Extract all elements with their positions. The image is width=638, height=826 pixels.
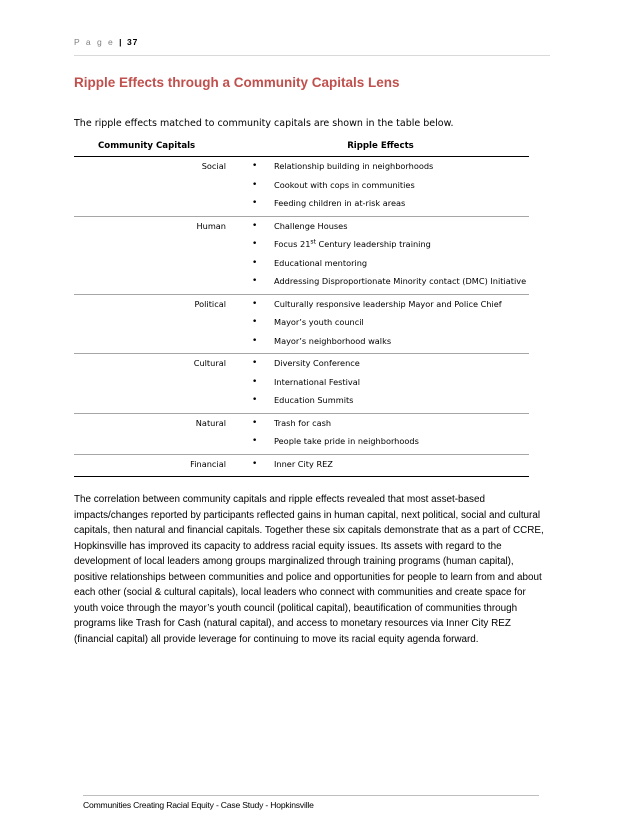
capital-cell: Social: [74, 157, 232, 217]
list-item: • People take pride in neighborhoods: [232, 432, 529, 451]
header-ripple-effects: Ripple Effects: [232, 136, 529, 157]
effects-list: [232, 354, 529, 410]
intro-text: The ripple effects matched to community capitals are shown in the table below.: [74, 118, 454, 129]
effects-cell: [232, 354, 529, 414]
list-item: • Educational mentoring: [232, 254, 529, 273]
list-item: • International Festival: [232, 373, 529, 392]
list-item: • Feeding children in at-risk areas: [232, 194, 529, 213]
page-label: P a g e: [74, 37, 115, 47]
list-item: • Trash for cash: [232, 414, 529, 433]
list-item: • Focus 21st Century leadership training: [232, 235, 529, 254]
effects-cell: [232, 413, 529, 454]
page-header: [74, 37, 550, 56]
list-item: • Cookout with cops in communities: [232, 176, 529, 195]
effects-list: [232, 455, 529, 474]
list-item: • Relationship building in neighborhoods: [232, 157, 529, 176]
table-header-row: [74, 136, 529, 157]
effects-cell: [232, 454, 529, 477]
body-paragraph: The correlation between community capitals and ripple effects revealed that most asset-based impacts/changes reported by participants reflected gains in human capital, next political, social and cultural capitals, then natural and financial capitals. Together these six capitals demonstrate that as a part of CCRE, Hopkinsville has improved its capacity to address racial equity issues. Its assets with regard to the development of local leaders among groups marginalized through training programs (human capital), positive relationships between communities and police and opportunities for people to learn from and about each other (social & cultural capitals), local leaders who connect with communities and create space for youth voice through the mayor’s youth council (political capital), beautification of communities through programs like Trash for Cash (natural capital), and access to monetary resources via Inner City REZ (financial capital) all provide leverage for continuing to move its racial equity agenda forward.: [74, 494, 544, 645]
effects-list: [232, 217, 529, 291]
table-row: [74, 354, 529, 414]
effects-cell: [232, 216, 529, 294]
list-item: • Diversity Conference: [232, 354, 529, 373]
table-row: [74, 157, 529, 217]
list-item: • Challenge Houses: [232, 217, 529, 236]
effects-cell: [232, 157, 529, 217]
list-item: • Education Summits: [232, 391, 529, 410]
list-item: • Culturally responsive leadership Mayor and Police Chief: [232, 295, 529, 314]
capital-cell: Political: [74, 294, 232, 354]
list-item: • Addressing Disproportionate Minority contact (DMC) Initiative: [232, 272, 529, 291]
capital-cell: Human: [74, 216, 232, 294]
table-row: [74, 454, 529, 477]
capital-cell: Cultural: [74, 354, 232, 414]
list-item: • Mayor’s youth council: [232, 313, 529, 332]
capital-cell: Natural: [74, 413, 232, 454]
page-separator: |: [119, 37, 123, 47]
table-row: [74, 216, 529, 294]
section-title: Ripple Effects through a Community Capitals Lens: [74, 75, 400, 90]
ripple-effects-table: [74, 136, 529, 477]
effects-list: [232, 157, 529, 213]
effects-cell: [232, 294, 529, 354]
page-number: 37: [126, 37, 139, 47]
table-row: [74, 413, 529, 454]
header-community-capitals: Community Capitals: [74, 136, 232, 157]
effects-list: [232, 414, 529, 451]
effects-list: [232, 295, 529, 351]
table-row: [74, 294, 529, 354]
list-item: • Mayor’s neighborhood walks: [232, 332, 529, 351]
list-item: • Inner City REZ: [232, 455, 529, 474]
capital-cell: Financial: [74, 454, 232, 477]
page-footer: Communities Creating Racial Equity - Case Study - Hopkinsville: [83, 795, 539, 810]
